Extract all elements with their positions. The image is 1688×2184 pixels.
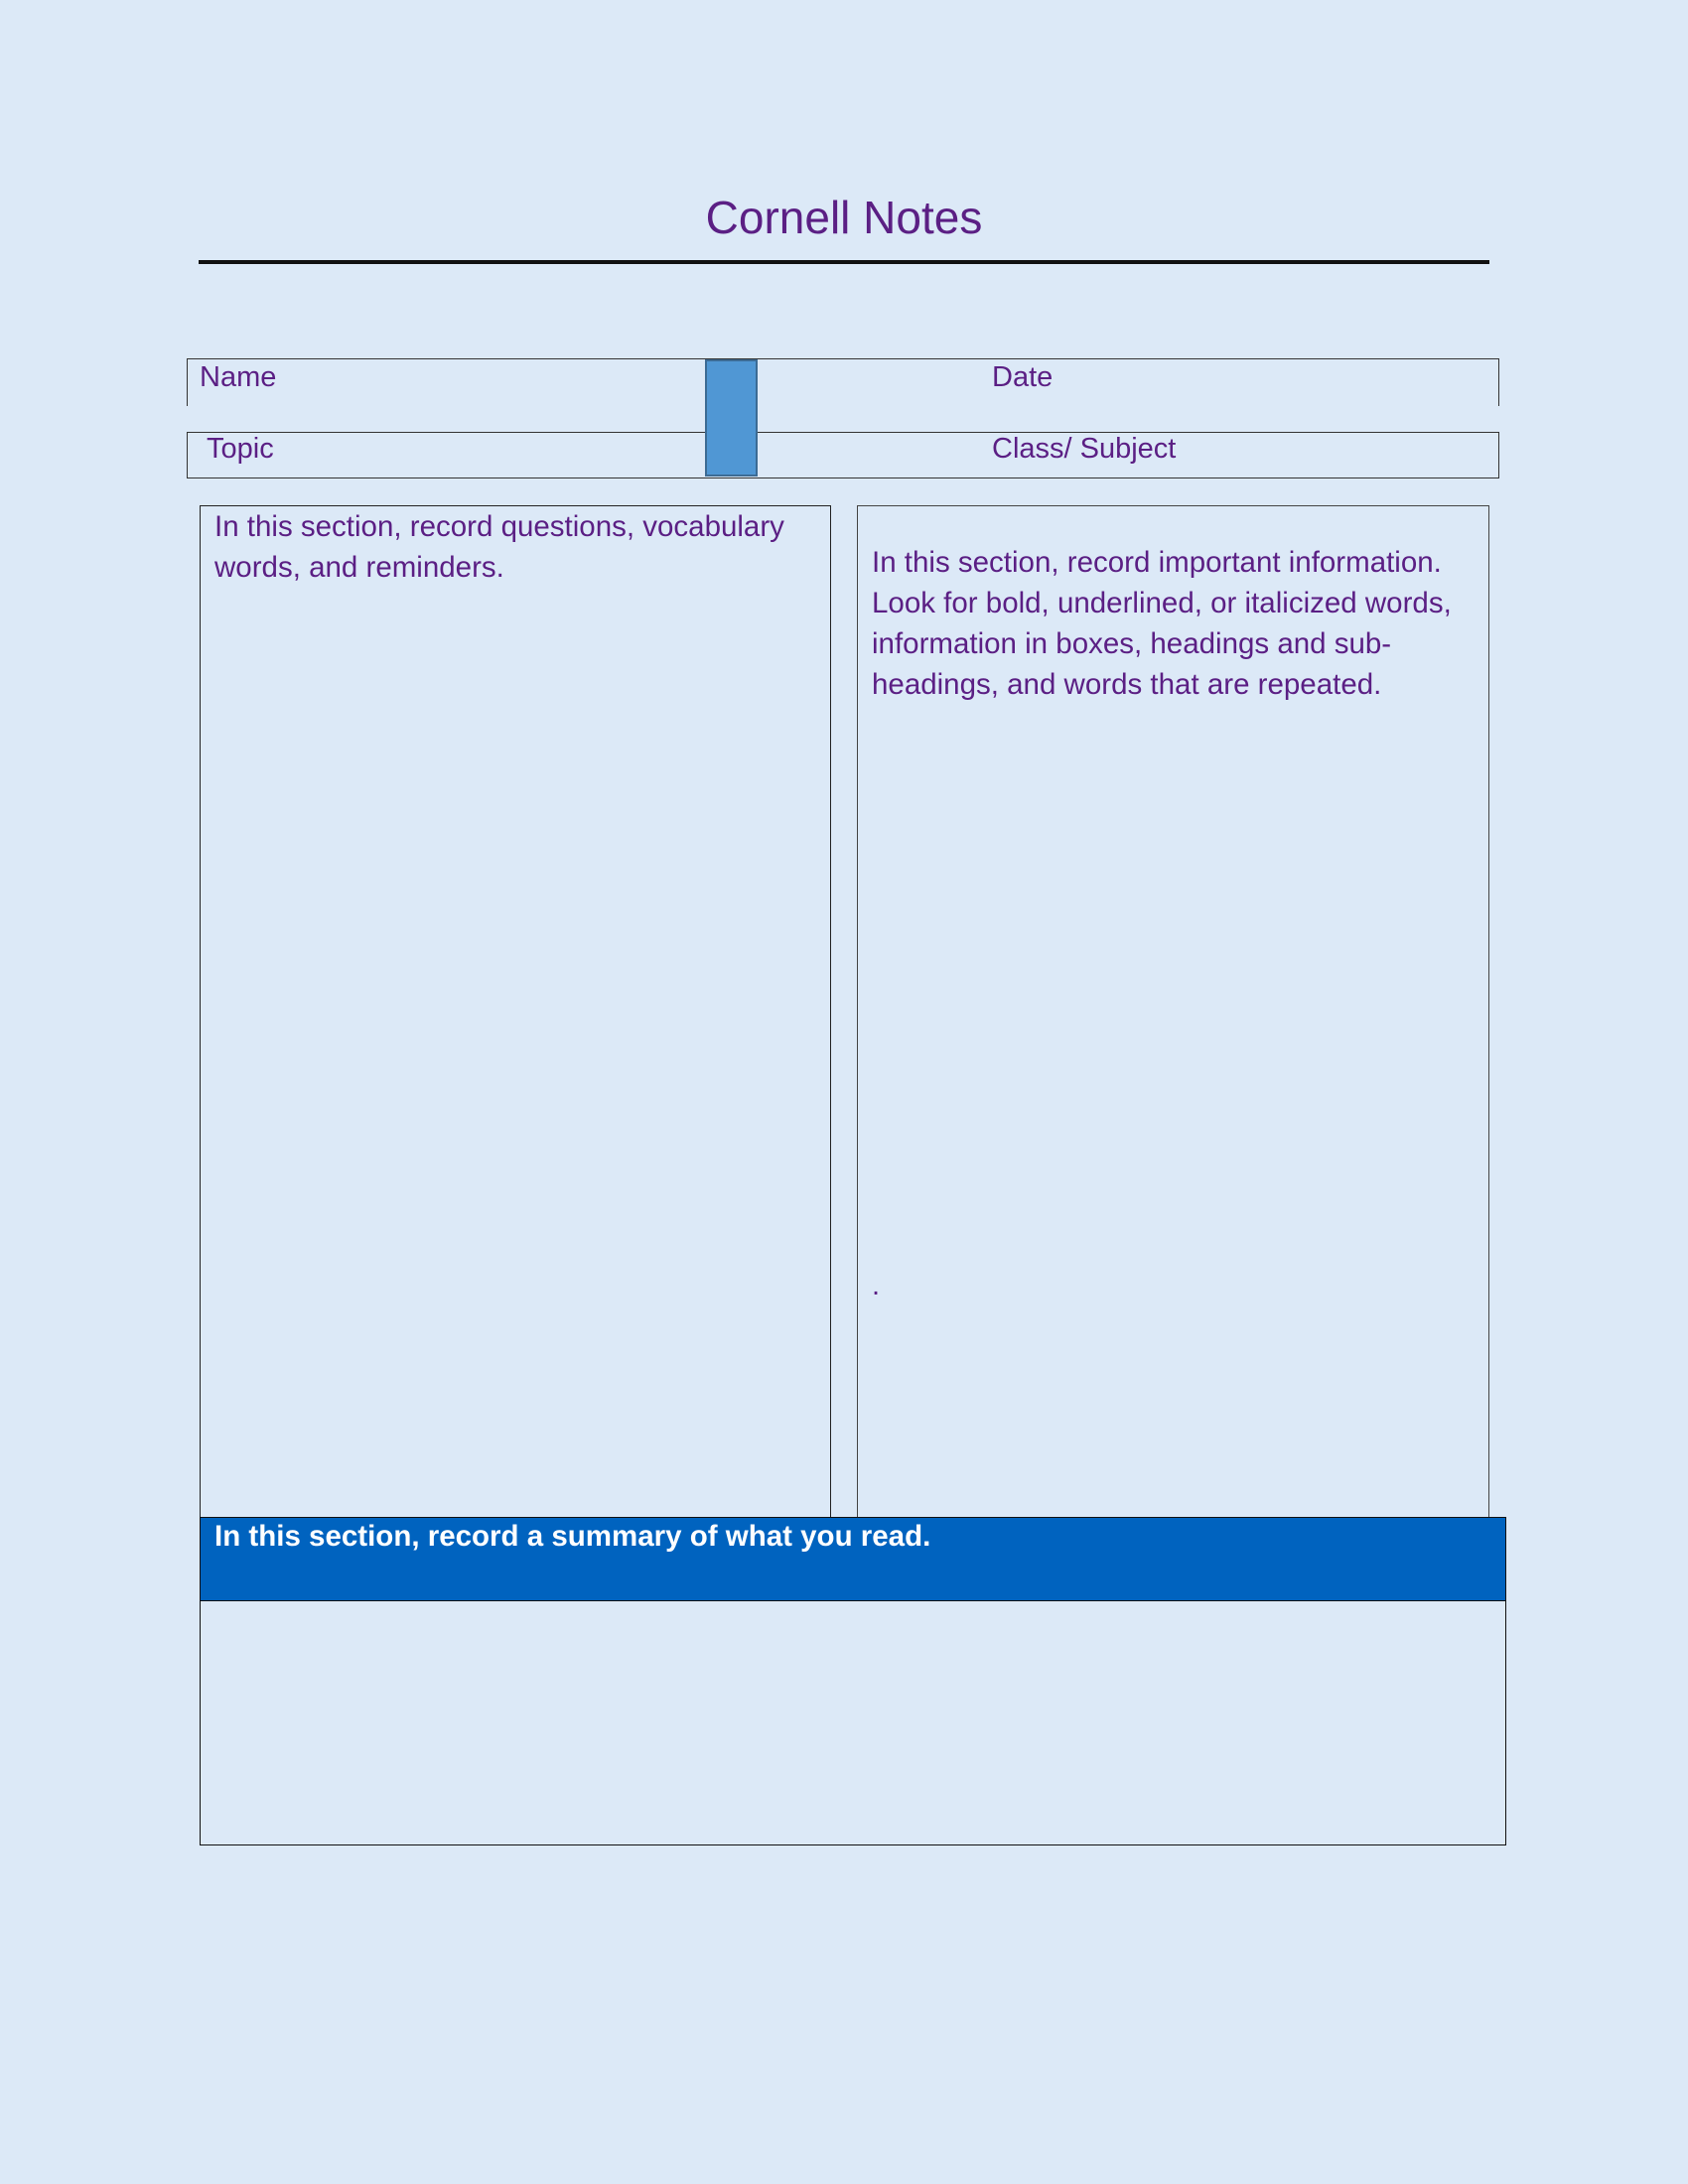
page-title: Cornell Notes [705, 192, 983, 243]
notes-trailing-mark: . [872, 1270, 881, 1301]
summary-header-bar [201, 1518, 1505, 1601]
name-field-label: Name [200, 361, 277, 393]
cue-column-box[interactable] [200, 505, 831, 1518]
date-field-label: Date [992, 361, 1054, 393]
cue-column-instruction: In this section, record questions, vocabulary words, and reminders. [214, 510, 784, 584]
name-date-row [187, 358, 1499, 406]
notes-column-instruction: In this section, record important information. Look for bold, underlined, or italicized words, information in boxes, headings and sub-headings, and words that are repeated. [872, 546, 1452, 701]
summary-box[interactable] [200, 1517, 1506, 1845]
topic-class-row [187, 432, 1499, 478]
notes-column-box[interactable] [857, 505, 1489, 1518]
class-subject-field-label: Class/ Subject [992, 433, 1177, 465]
blue-divider-block [705, 359, 758, 477]
topic-field-label: Topic [207, 433, 274, 465]
title-underline [199, 260, 1489, 264]
summary-instruction: In this section, record a summary of what you read. [214, 1520, 931, 1553]
